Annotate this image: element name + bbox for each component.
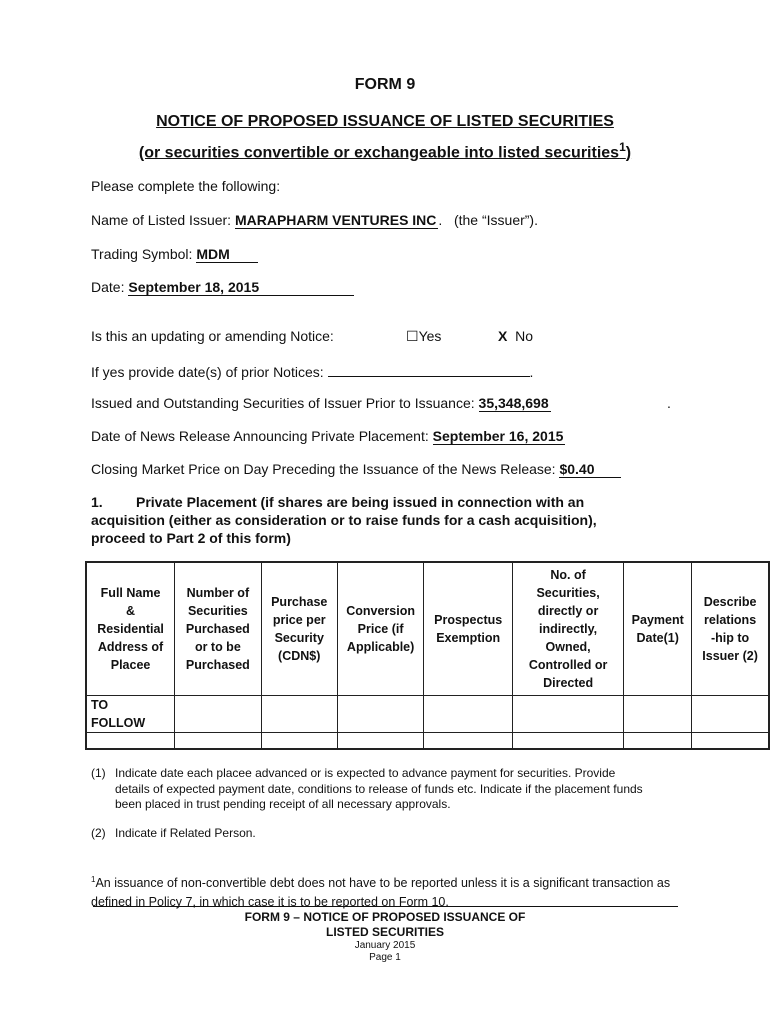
- footnote-1: [115, 766, 685, 813]
- outstanding-label: Issued and Outstanding Securities of Issuer Prior to Issuance:: [91, 395, 475, 411]
- table-header-row: [86, 562, 769, 695]
- table-header-line: Full Name: [100, 585, 161, 600]
- row1-full-name-cell[interactable]: [86, 695, 175, 732]
- table-header-line: -hip to: [711, 630, 750, 645]
- table-header-line: Securities: [187, 603, 248, 618]
- date-row: [91, 279, 354, 296]
- table-header-line: Purchased: [185, 621, 250, 636]
- table-header-line: Exemption: [436, 630, 501, 645]
- table-row: [86, 695, 769, 732]
- outstanding-end: .: [667, 395, 671, 411]
- table-header-line: Payment: [631, 612, 684, 627]
- table-header-line: relations: [704, 612, 757, 627]
- table-header-line: Residential: [97, 621, 164, 636]
- row2-cell[interactable]: [337, 732, 424, 749]
- superscript-footnote-mark: 1: [91, 875, 96, 884]
- table-header-line: Purchased: [185, 657, 250, 672]
- footnote-1-line3: been placed in trust pending receipt of all necessary approvals.: [115, 797, 451, 811]
- footnote-1-line1: Indicate date each placee advanced or is expected to advance payment for securities. Provide: [115, 766, 616, 780]
- news-release-row: [91, 428, 565, 445]
- placement-table: [85, 561, 770, 750]
- table-header-line: Securities,: [536, 585, 600, 600]
- table-header-line: or to be: [194, 639, 241, 654]
- symbol-value[interactable]: MDM: [196, 246, 258, 263]
- table-header-line: Price (if: [357, 621, 404, 636]
- footer-divider: [93, 906, 678, 907]
- row1-cell[interactable]: [424, 695, 513, 732]
- row1-cell[interactable]: [261, 695, 337, 732]
- footnote-2-text: Indicate if Related Person.: [115, 826, 256, 840]
- table-header-line: Prospectus: [434, 612, 503, 627]
- superscript-footnote-line1: [91, 870, 670, 893]
- table-header-line: Issuer (2): [702, 648, 758, 663]
- row1-first-line: TO: [91, 697, 109, 712]
- intro-text: Please complete the following:: [91, 178, 281, 194]
- form-number: FORM 9: [354, 76, 416, 93]
- issuer-value[interactable]: MARAPHARM VENTURES INC: [234, 212, 437, 228]
- table-header-line: (CDN$): [278, 648, 321, 663]
- row2-cell[interactable]: [624, 732, 692, 749]
- outstanding-row: [91, 395, 551, 412]
- table-header-line: Placee: [110, 657, 151, 672]
- table-row: [86, 732, 769, 749]
- outstanding-value[interactable]: 35,348,698: [478, 395, 549, 411]
- header-securities-owned: [512, 562, 623, 695]
- prior-notices-row: [91, 361, 533, 380]
- table-header-line: Owned,: [545, 639, 591, 654]
- footer-title-line2: LISTED SECURITIES: [325, 925, 444, 939]
- table-header-line: Directed: [543, 675, 594, 690]
- prior-notices-field[interactable]: [328, 361, 530, 377]
- footer-date: January 2015: [354, 940, 416, 951]
- row1-cell[interactable]: [337, 695, 424, 732]
- table-header-line: Applicable): [346, 639, 415, 654]
- footnote-2-mark: (2): [91, 826, 106, 840]
- table-header-line: Date(1): [636, 630, 679, 645]
- header-conversion-price: [337, 562, 424, 695]
- yes-label: Yes: [418, 328, 442, 344]
- no-label: No: [515, 328, 534, 344]
- row2-cell[interactable]: [512, 732, 623, 749]
- table-header-line: Number of: [186, 585, 250, 600]
- news-release-label: Date of News Release Announcing Private Placement:: [91, 428, 429, 444]
- row2-cell[interactable]: [424, 732, 513, 749]
- superscript-footnote-text2: defined in Policy 7, in which case it is to be reported on Form 10.: [91, 895, 449, 910]
- table-header-line: Conversion: [346, 603, 415, 618]
- table-header-line: Controlled or: [528, 657, 608, 672]
- table-header-line: price per: [272, 612, 326, 627]
- yes-checkbox-icon[interactable]: ☐: [406, 328, 419, 344]
- no-option[interactable]: [498, 328, 533, 344]
- header-payment-date: [624, 562, 692, 695]
- row1-cell[interactable]: [175, 695, 262, 732]
- footnote-1-line2: details of expected payment date, conditions to release of funds etc. Indicate if the placement funds: [115, 781, 643, 796]
- row1-second-line: FOLLOW: [91, 715, 146, 730]
- issuer-label: Name of Listed Issuer:: [91, 212, 232, 228]
- header-prospectus-exemption: [424, 562, 513, 695]
- prior-notices-end: .: [529, 364, 534, 380]
- no-checked-mark[interactable]: X: [498, 328, 508, 344]
- row1-cell[interactable]: [624, 695, 692, 732]
- section1-line1: Private Placement (if shares are being issued in connection with an: [136, 494, 585, 510]
- table-header-line: &: [126, 603, 136, 618]
- row2-cell[interactable]: [86, 732, 175, 749]
- form-subtitle: [0, 140, 770, 162]
- subtitle-footnote-mark: 1: [619, 140, 626, 154]
- footer-title-line1: FORM 9 – NOTICE OF PROPOSED ISSUANCE OF: [244, 910, 526, 924]
- footer-page-number: Page 1: [369, 952, 401, 963]
- header-relationship: [692, 562, 769, 695]
- table-header-line: Security: [274, 630, 324, 645]
- closing-price-row: [91, 461, 621, 478]
- form-title: NOTICE OF PROPOSED ISSUANCE OF LISTED SECURITIES: [156, 113, 614, 130]
- section1-line3: proceed to Part 2 of this form): [91, 530, 291, 546]
- issuer-suffix: . (the “Issuer”).: [438, 212, 538, 228]
- table-header-line: No. of: [550, 567, 586, 582]
- row1-cell[interactable]: [512, 695, 623, 732]
- issuer-row: [91, 212, 538, 229]
- date-value[interactable]: September 18, 2015: [128, 279, 354, 296]
- news-release-value[interactable]: September 16, 2015: [432, 428, 564, 444]
- prior-notices-label: If yes provide date(s) of prior Notices:: [91, 364, 324, 380]
- amending-question: Is this an updating or amending Notice:: [91, 328, 334, 344]
- section1-line2: acquisition (either as consideration or to raise funds for a cash acquisition),: [91, 512, 597, 528]
- symbol-label: Trading Symbol:: [91, 246, 193, 262]
- table-header-line: indirectly,: [539, 621, 598, 636]
- table-header-line: Describe: [703, 594, 757, 609]
- row2-cell[interactable]: [175, 732, 262, 749]
- table-header-line: Purchase: [271, 594, 328, 609]
- closing-price-value[interactable]: $0.40: [559, 461, 621, 478]
- row2-cell[interactable]: [692, 732, 769, 749]
- table-header-line: directly or: [537, 603, 599, 618]
- yes-option[interactable]: [406, 328, 441, 345]
- closing-price-label: Closing Market Price on Day Preceding the Issuance of the News Release:: [91, 461, 556, 477]
- row1-cell[interactable]: [692, 695, 769, 732]
- section1-number: 1.: [91, 494, 103, 510]
- row2-cell[interactable]: [261, 732, 337, 749]
- header-purchase-price: [261, 562, 337, 695]
- symbol-row: [91, 246, 258, 263]
- subtitle-text: (or securities convertible or exchangeable into listed securities: [138, 144, 620, 162]
- table-header-line: Address of: [97, 639, 164, 654]
- superscript-footnote-text1: An issuance of non-convertible debt does not have to be reported unless it is a significant transaction as: [95, 876, 671, 891]
- header-full-name: [86, 562, 175, 695]
- date-label: Date:: [91, 279, 125, 295]
- subtitle-close: ): [625, 144, 632, 162]
- footnote-1-mark: (1): [91, 766, 106, 780]
- header-number-securities: [175, 562, 262, 695]
